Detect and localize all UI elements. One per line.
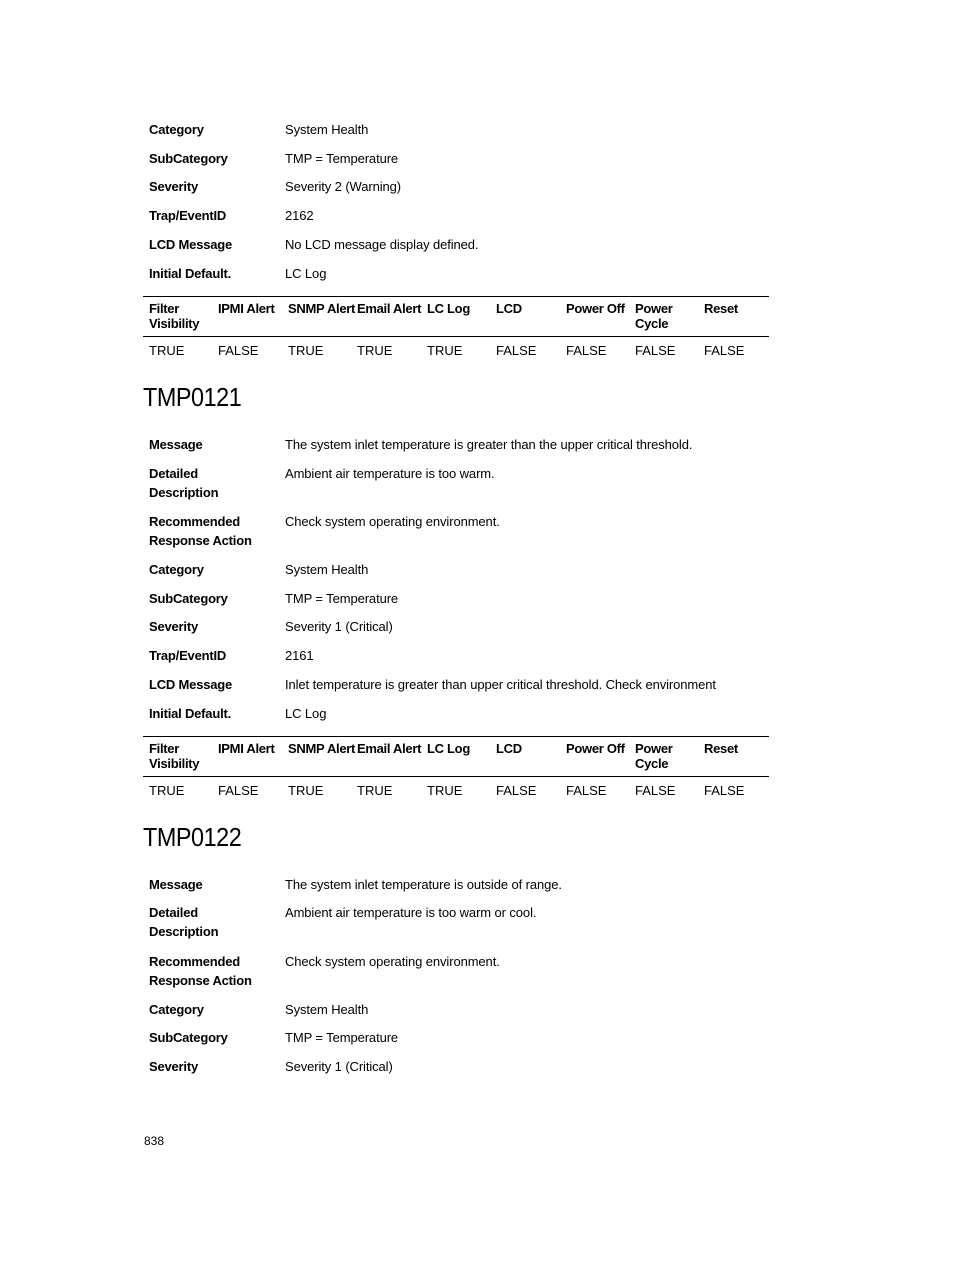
table-header-cell: Power Off: [566, 741, 625, 756]
table-cell: TRUE: [427, 783, 463, 798]
table-cell: TRUE: [288, 783, 324, 798]
table-header-cell: Power Cycle: [635, 301, 673, 331]
table-cell: FALSE: [218, 343, 259, 358]
field-label: Severity: [149, 179, 198, 194]
field-label: Detailed Description: [149, 466, 219, 500]
field-label: Severity: [149, 619, 198, 634]
field-label: LCD Message: [149, 237, 233, 252]
field-label: Message: [149, 877, 203, 892]
field-label: Recommended Response Action: [149, 514, 252, 548]
table-header-cell: Power Cycle: [635, 741, 673, 771]
field-label: Severity: [149, 1059, 198, 1074]
table-rule: [143, 336, 769, 337]
table-header-cell: Filter Visibility: [149, 301, 200, 331]
field-label: LCD Message: [149, 677, 233, 692]
field-value: Ambient air temperature is too warm or cool.: [285, 905, 537, 920]
field-label: SubCategory: [149, 151, 228, 166]
table-cell: TRUE: [149, 783, 185, 798]
section-heading-tmp0121: TMP0121: [143, 382, 242, 412]
field-label: Trap/EventID: [149, 648, 227, 663]
field-label: Recommended Response Action: [149, 954, 252, 988]
table-header-cell: Email Alert: [357, 301, 422, 316]
field-value: TMP = Temperature: [285, 591, 399, 606]
section-heading-tmp0122: TMP0122: [143, 822, 242, 852]
table-header-cell: Reset: [704, 741, 738, 756]
field-value: System Health: [285, 562, 369, 577]
table-cell: TRUE: [288, 343, 324, 358]
field-value: TMP = Temperature: [285, 151, 399, 166]
field-value: No LCD message display defined.: [285, 237, 479, 252]
table-header-cell: Email Alert: [357, 741, 422, 756]
field-value: Check system operating environment.: [285, 514, 500, 529]
field-value: TMP = Temperature: [285, 1030, 399, 1045]
field-value: Severity 1 (Critical): [285, 1059, 393, 1074]
field-label: SubCategory: [149, 591, 228, 606]
table-header-cell: LC Log: [427, 301, 470, 316]
table-rule: [143, 296, 769, 297]
field-value: LC Log: [285, 266, 327, 281]
table-cell: TRUE: [149, 343, 185, 358]
field-label: Category: [149, 562, 204, 577]
table-cell: FALSE: [704, 343, 745, 358]
table-header-cell: LC Log: [427, 741, 470, 756]
field-label: Trap/EventID: [149, 208, 227, 223]
field-value: Check system operating environment.: [285, 954, 500, 969]
table-cell: TRUE: [357, 343, 393, 358]
table-header-cell: Reset: [704, 301, 738, 316]
table-header-cell: LCD: [496, 741, 522, 756]
page-number: 838: [144, 1134, 165, 1148]
table-header-cell: SNMP Alert: [288, 741, 356, 756]
table-rule: [143, 736, 769, 737]
table-cell: FALSE: [218, 783, 259, 798]
table-header-cell: Filter Visibility: [149, 741, 200, 771]
table-cell: TRUE: [357, 783, 393, 798]
table-rule: [143, 776, 769, 777]
table-cell: FALSE: [704, 783, 745, 798]
table-header-cell: IPMI Alert: [218, 301, 275, 316]
field-value: Severity 1 (Critical): [285, 619, 393, 634]
field-value: System Health: [285, 122, 369, 137]
field-label: Category: [149, 122, 204, 137]
field-value: System Health: [285, 1002, 369, 1017]
table-cell: FALSE: [635, 343, 676, 358]
field-value: Severity 2 (Warning): [285, 179, 401, 194]
table-cell: FALSE: [496, 343, 537, 358]
field-value: 2161: [285, 648, 314, 663]
table-cell: TRUE: [427, 343, 463, 358]
field-value: Inlet temperature is greater than upper critical threshold. Check environment: [285, 677, 716, 692]
field-label: Message: [149, 437, 203, 452]
field-value: 2162: [285, 208, 314, 223]
table-cell: FALSE: [566, 343, 607, 358]
table-header-cell: IPMI Alert: [218, 741, 275, 756]
field-value: The system inlet temperature is greater than the upper critical threshold.: [285, 437, 693, 452]
table-header-cell: LCD: [496, 301, 522, 316]
field-label: SubCategory: [149, 1030, 228, 1045]
field-value: The system inlet temperature is outside of range.: [285, 877, 562, 892]
field-label: Initial Default.: [149, 266, 232, 281]
table-cell: FALSE: [635, 783, 676, 798]
field-label: Category: [149, 1002, 204, 1017]
table-cell: FALSE: [496, 783, 537, 798]
field-value: Ambient air temperature is too warm.: [285, 466, 495, 481]
table-cell: FALSE: [566, 783, 607, 798]
table-header-cell: Power Off: [566, 301, 625, 316]
table-header-cell: SNMP Alert: [288, 301, 356, 316]
field-label: Initial Default.: [149, 706, 232, 721]
field-value: LC Log: [285, 706, 327, 721]
field-label: Detailed Description: [149, 905, 219, 939]
